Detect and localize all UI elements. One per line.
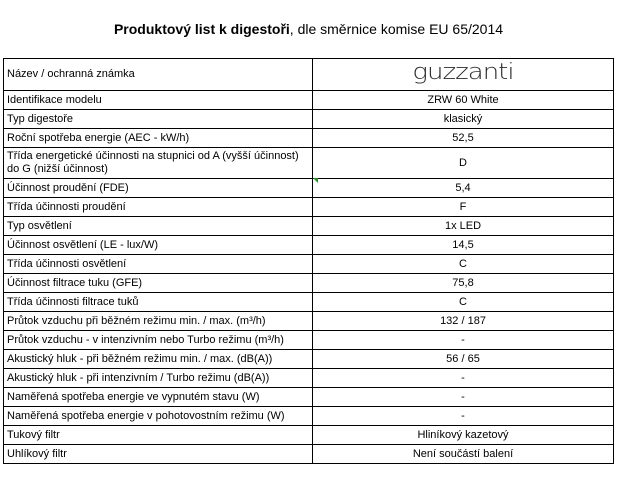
row-label: Roční spotřeba energie (AEC - kW/h) xyxy=(4,129,313,148)
comment-indicator-icon xyxy=(313,178,318,183)
table-row xyxy=(4,129,614,148)
row-label: Identifikace modelu xyxy=(4,91,313,110)
table-row xyxy=(4,91,614,110)
row-label: Průtok vzduchu při běžném režimu min. / max. (m³/h) xyxy=(4,312,313,331)
row-label: Účinnost proudění (FDE) xyxy=(4,179,313,198)
title-bold: Produktový list k digestoři xyxy=(113,21,290,37)
row-label: Třída účinnosti proudění xyxy=(4,198,313,217)
row-value: F xyxy=(313,198,614,217)
row-label: Typ digestoře xyxy=(4,110,313,129)
row-label: Účinnost filtrace tuku (GFE) xyxy=(4,274,313,293)
table-row xyxy=(4,148,614,179)
table-row xyxy=(4,407,614,426)
row-value: - xyxy=(313,407,614,426)
row-label: Tukový filtr xyxy=(4,426,313,445)
title-rest: , dle směrnice komise EU 65/2014 xyxy=(289,21,504,37)
table-row xyxy=(4,293,614,312)
brand-logo-cell xyxy=(313,59,614,91)
table-row xyxy=(4,198,614,217)
table-row xyxy=(4,426,614,445)
table-row xyxy=(4,274,614,293)
row-label: Uhlíkový filtr xyxy=(4,445,313,464)
table-row xyxy=(4,388,614,407)
row-value: ZRW 60 White xyxy=(313,91,614,110)
table-row xyxy=(4,445,614,464)
table-row xyxy=(4,217,614,236)
row-value: D xyxy=(313,148,614,179)
row-value: Není součástí balení xyxy=(313,445,614,464)
table-row xyxy=(4,236,614,255)
table-row xyxy=(4,179,614,198)
row-value: C xyxy=(313,255,614,274)
row-label: Akustický hluk - při běžném režimu min. / max. (dB(A)) xyxy=(4,350,313,369)
row-value: C xyxy=(313,293,614,312)
table-row xyxy=(4,312,614,331)
table-row xyxy=(4,369,614,388)
brand-label: Název / ochranná známka xyxy=(4,59,313,91)
row-value: 56 / 65 xyxy=(313,350,614,369)
row-value: - xyxy=(313,369,614,388)
row-value: 1x LED xyxy=(313,217,614,236)
row-value: 75,8 xyxy=(313,274,614,293)
row-label: Typ osvětlení xyxy=(4,217,313,236)
row-value: - xyxy=(313,388,614,407)
table-row xyxy=(4,331,614,350)
row-label: Třída účinnosti filtrace tuků xyxy=(4,293,313,312)
row-value: 5,4 xyxy=(313,179,614,198)
row-label: Účinnost osvětlení (LE - lux/W) xyxy=(4,236,313,255)
spec-table xyxy=(3,58,614,464)
row-value: 14,5 xyxy=(313,236,614,255)
row-label: Naměřená spotřeba energie ve vypnutém stavu (W) xyxy=(4,388,313,407)
page-title xyxy=(0,0,617,58)
row-label: Akustický hluk - při intenzivním / Turbo režimu (dB(A)) xyxy=(4,369,313,388)
row-value: Hliníkový kazetový xyxy=(313,426,614,445)
brand-logo: guzzanti xyxy=(412,58,514,85)
row-label: Třída energetické účinnosti na stupnici od A (vyšší účinnost) do G (nižší účinnost) xyxy=(4,148,313,179)
row-value: klasický xyxy=(313,110,614,129)
row-value: 52,5 xyxy=(313,129,614,148)
row-label: Třída účinnosti osvětlení xyxy=(4,255,313,274)
row-value: 132 / 187 xyxy=(313,312,614,331)
brand-row xyxy=(4,59,614,91)
row-label: Naměřená spotřeba energie v pohotovostním režimu (W) xyxy=(4,407,313,426)
table-row xyxy=(4,350,614,369)
row-value: - xyxy=(313,331,614,350)
table-row xyxy=(4,110,614,129)
row-label: Průtok vzduchu - v intenzivním nebo Turbo režimu (m³/h) xyxy=(4,331,313,350)
table-row xyxy=(4,255,614,274)
